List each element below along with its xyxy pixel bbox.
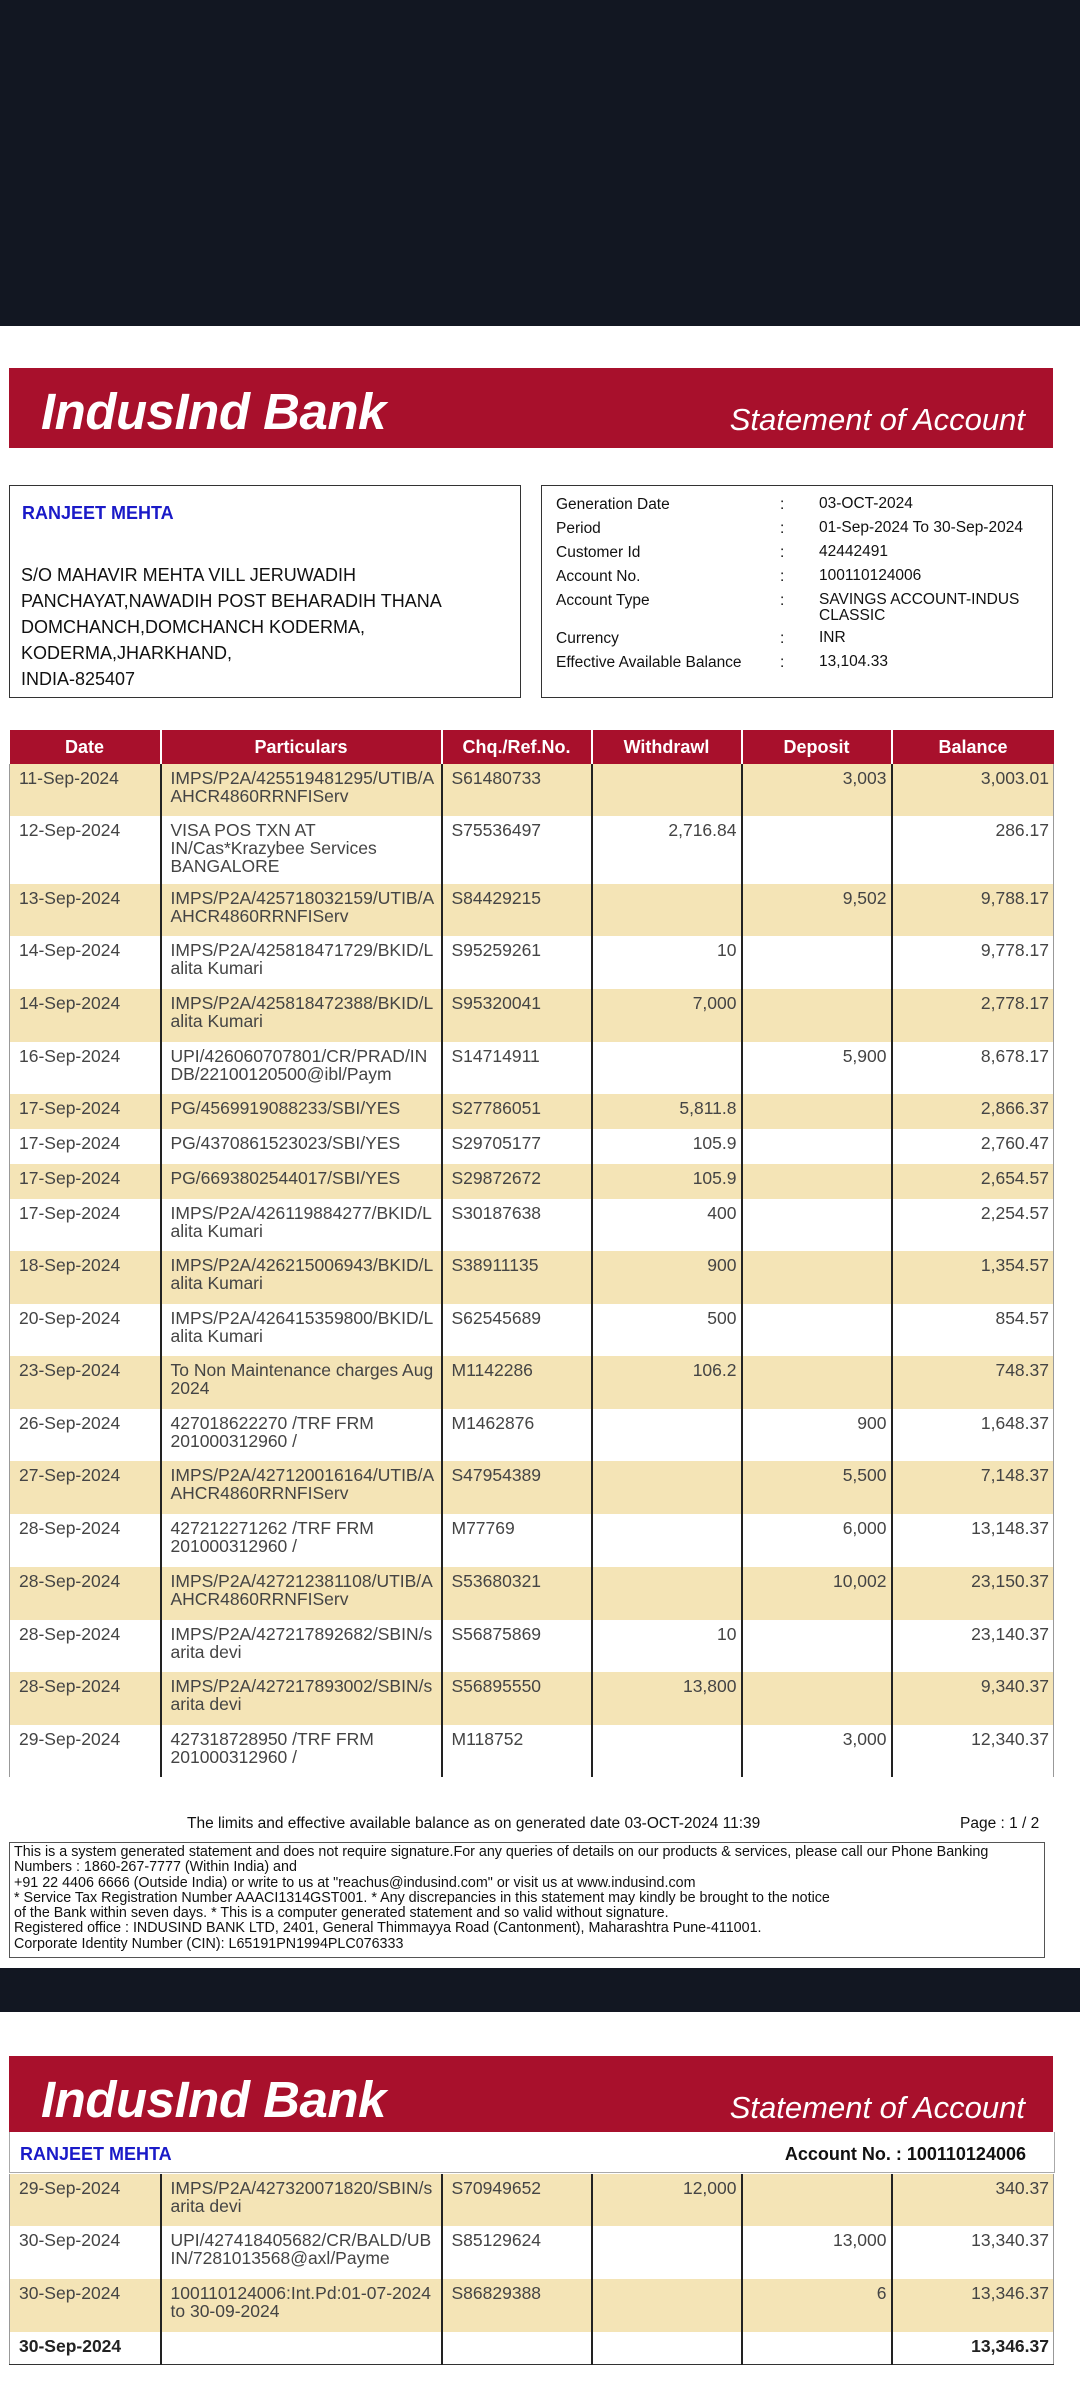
page-number: Page : 1 / 2 [960,1815,1040,1832]
cell-balance: 748.37 [892,1356,1054,1409]
cell-date: 17-Sep-2024 [10,1199,161,1251]
cell-withdrawl [592,1461,742,1514]
cell-date: 11-Sep-2024 [10,764,161,816]
cell-balance: 286.17 [892,816,1054,884]
cell-date: 20-Sep-2024 [10,1304,161,1356]
cell-ref: S62545689 [442,1304,592,1356]
cell-date: 29-Sep-2024 [10,2174,161,2226]
cell-ref: S86829388 [442,2279,592,2332]
cell-deposit: 6 [742,2279,892,2332]
table-row [10,1409,1054,1461]
cell-ref: M77769 [442,1514,592,1567]
page2-account-no: Account No. : 100110124006 [784,2144,1026,2164]
table-row [10,1164,1054,1199]
cell-ref: S38911135 [442,1251,592,1304]
cell-balance: 854.57 [892,1304,1054,1356]
cell-particulars: 427212271262 /TRF FRM 201000312960 / [161,1514,442,1567]
table-row [10,1514,1054,1567]
cell-deposit [742,989,892,1042]
cell-particulars: VISA POS TXN AT IN/Cas*Krazybee Services BANGALORE [161,816,442,884]
empty-cell [161,2332,442,2364]
cell-ref: S95259261 [442,936,592,989]
statement-title: Statement of Account [729,402,1025,437]
table-row [10,989,1054,1042]
closing-balance-row [10,2332,1054,2364]
address-line: S/O MAHAVIR MEHTA VILL JERUWADIH [21,565,357,585]
empty-cell [592,2332,742,2364]
cell-date: 27-Sep-2024 [10,1461,161,1514]
cell-balance: 13,346.37 [892,2279,1054,2332]
cell-particulars: IMPS/P2A/427217892682/SBIN/s arita devi [161,1620,442,1672]
table-row [10,1129,1054,1164]
table-row [10,1304,1054,1356]
cell-balance: 1,648.37 [892,1409,1054,1461]
statement-title: Statement of Account [729,2090,1025,2125]
cell-particulars: IMPS/P2A/426215006943/BKID/L alita Kumari [161,1251,442,1304]
cell-particulars: IMPS/P2A/427320071820/SBIN/s arita devi [161,2174,442,2226]
cell-ref: S29705177 [442,1129,592,1164]
cell-deposit: 5,500 [742,1461,892,1514]
table-row [10,1567,1054,1620]
cell-deposit [742,816,892,884]
cell-ref: S70949652 [442,2174,592,2226]
address-line: KODERMA,JHARKHAND, [21,643,233,663]
cell-deposit: 5,900 [742,1042,892,1094]
cell-particulars: 427018622270 /TRF FRM 201000312960 / [161,1409,442,1461]
table-row [10,1620,1054,1672]
col-header-deposit: Deposit [742,730,892,764]
col-header-date: Date [10,730,161,764]
cell-particulars: IMPS/P2A/425519481295/UTIB/A AHCR4860RRNFIServ [161,764,442,816]
limits-note: The limits and effective available balance as on generated date 03-OCT-2024 11:39 [187,1815,761,1832]
table-row [10,884,1054,936]
table-row [10,1199,1054,1251]
cell-date: 23-Sep-2024 [10,1356,161,1409]
cell-date: 29-Sep-2024 [10,1725,161,1777]
closing-date: 30-Sep-2024 [10,2332,161,2364]
cell-ref: M1142286 [442,1356,592,1409]
cell-date: 14-Sep-2024 [10,989,161,1042]
cell-deposit: 10,002 [742,1567,892,1620]
cell-ref: M1462876 [442,1409,592,1461]
cell-ref: S61480733 [442,764,592,816]
cell-withdrawl: 105.9 [592,1129,742,1164]
cell-withdrawl: 2,716.84 [592,816,742,884]
table-row [10,2279,1054,2332]
table-header-row [10,730,1054,764]
cell-withdrawl: 13,800 [592,1672,742,1725]
table-row [10,1725,1054,1777]
page2-customer-name: RANJEET MEHTA [20,2144,172,2164]
customer-address-box [9,485,521,698]
cell-deposit [742,1620,892,1672]
cell-deposit [742,1094,892,1129]
table-row [10,764,1054,816]
cell-withdrawl: 106.2 [592,1356,742,1409]
cell-withdrawl [592,1514,742,1567]
cell-withdrawl: 10 [592,1620,742,1672]
top-dark-area [0,0,1080,326]
cell-balance: 1,354.57 [892,1251,1054,1304]
address-line: INDIA-825407 [21,669,136,689]
table-row [10,1251,1054,1304]
customer-address [21,562,442,692]
cell-balance: 7,148.37 [892,1461,1054,1514]
cell-ref: S53680321 [442,1567,592,1620]
col-header-withdrawl: Withdrawl [592,730,742,764]
cell-balance: 2,654.57 [892,1164,1054,1199]
cell-withdrawl: 10 [592,936,742,989]
cell-particulars: IMPS/P2A/426119884277/BKID/L alita Kumari [161,1199,442,1251]
cell-date: 17-Sep-2024 [10,1094,161,1129]
page1-banner [9,368,1053,448]
cell-date: 28-Sep-2024 [10,1567,161,1620]
cell-date: 16-Sep-2024 [10,1042,161,1094]
address-line: DOMCHANCH,DOMCHANCH KODERMA, [21,617,366,637]
cell-deposit [742,1164,892,1199]
cell-particulars: IMPS/P2A/425818472388/BKID/L alita Kumari [161,989,442,1042]
cell-date: 14-Sep-2024 [10,936,161,989]
cell-ref: S30187638 [442,1199,592,1251]
table-row [10,1356,1054,1409]
cell-balance: 9,340.37 [892,1672,1054,1725]
cell-particulars: IMPS/P2A/427217893002/SBIN/s arita devi [161,1672,442,1725]
cell-balance: 9,788.17 [892,884,1054,936]
cell-withdrawl [592,884,742,936]
cell-deposit [742,1251,892,1304]
cell-particulars: IMPS/P2A/426415359800/BKID/L alita Kumari [161,1304,442,1356]
cell-withdrawl: 105.9 [592,1164,742,1199]
cell-balance: 8,678.17 [892,1042,1054,1094]
cell-ref: S56875869 [442,1620,592,1672]
cell-particulars: PG/6693802544017/SBI/YES [161,1164,442,1199]
page-separator [0,1968,1080,2012]
table-row [10,1461,1054,1514]
cell-balance: 2,254.57 [892,1199,1054,1251]
cell-particulars: UPI/427418405682/CR/BALD/UB IN/7281013568@axl/Payme [161,2226,442,2279]
cell-date: 13-Sep-2024 [10,884,161,936]
cell-deposit: 3,003 [742,764,892,816]
cell-withdrawl [592,1725,742,1777]
col-header-ref: Chq./Ref.No. [442,730,592,764]
cell-withdrawl [592,1567,742,1620]
cell-balance: 340.37 [892,2174,1054,2226]
cell-particulars: 100110124006:Int.Pd:01-07-2024 to 30-09-2024 [161,2279,442,2332]
empty-cell [742,2332,892,2364]
cell-deposit [742,1304,892,1356]
cell-deposit [742,2174,892,2226]
cell-date: 28-Sep-2024 [10,1514,161,1567]
cell-date: 26-Sep-2024 [10,1409,161,1461]
table-row [10,1042,1054,1094]
cell-date: 28-Sep-2024 [10,1672,161,1725]
col-header-balance: Balance [892,730,1054,764]
cell-particulars: 427318728950 /TRF FRM 201000312960 / [161,1725,442,1777]
cell-balance: 2,760.47 [892,1129,1054,1164]
cell-withdrawl: 7,000 [592,989,742,1042]
cell-balance: 12,340.37 [892,1725,1054,1777]
cell-deposit [742,1129,892,1164]
cell-deposit [742,1199,892,1251]
cell-deposit: 9,502 [742,884,892,936]
cell-balance: 2,866.37 [892,1094,1054,1129]
cell-withdrawl: 500 [592,1304,742,1356]
page2-banner [9,2056,1053,2136]
cell-ref: S56895550 [442,1672,592,1725]
bank-logo-text: IndusInd Bank [41,383,386,440]
cell-balance: 23,140.37 [892,1620,1054,1672]
cell-deposit: 6,000 [742,1514,892,1567]
cell-ref: M118752 [442,1725,592,1777]
table-row [10,936,1054,989]
cell-deposit: 13,000 [742,2226,892,2279]
cell-withdrawl [592,2226,742,2279]
empty-cell [442,2332,592,2364]
cell-withdrawl: 5,811.8 [592,1094,742,1129]
transactions-table-page2 [9,2174,1054,2365]
table-row [10,2226,1054,2279]
cell-date: 30-Sep-2024 [10,2279,161,2332]
cell-withdrawl [592,1409,742,1461]
cell-ref: S14714911 [442,1042,592,1094]
col-header-particulars: Particulars [161,730,442,764]
cell-withdrawl: 12,000 [592,2174,742,2226]
cell-date: 17-Sep-2024 [10,1129,161,1164]
cell-deposit [742,1356,892,1409]
cell-deposit: 900 [742,1409,892,1461]
cell-withdrawl [592,764,742,816]
cell-balance: 3,003.01 [892,764,1054,816]
cell-date: 18-Sep-2024 [10,1251,161,1304]
cell-ref: S95320041 [442,989,592,1042]
table-row [10,1672,1054,1725]
cell-particulars: To Non Maintenance charges Aug 2024 [161,1356,442,1409]
table-row [10,1094,1054,1129]
cell-ref: S29872672 [442,1164,592,1199]
bank-logo-text: IndusInd Bank [41,2071,386,2128]
cell-particulars: IMPS/P2A/427212381108/UTIB/A AHCR4860RRNFIServ [161,1567,442,1620]
cell-ref: S75536497 [442,816,592,884]
cell-ref: S84429215 [442,884,592,936]
cell-balance: 23,150.37 [892,1567,1054,1620]
customer-name: RANJEET MEHTA [22,503,174,523]
cell-withdrawl: 900 [592,1251,742,1304]
table-row [10,816,1054,884]
cell-deposit [742,936,892,989]
disclaimer-box: This is a system generated statement and does not require signature.For any queries of details on our products & services, please call our Phone Banking Numbers : 1860-267-7777 (Within India) and +91 22 4406 6666 (Outside India) or write to us at "reachus@indusind.com" or visit us at www.indusind.com * Service Tax Registration Number AAACI1314GST001. * Any discrepancies in this statement may kindly be brought to the notice of the Bank within seven days. * This is a computer generated statement and so valid without signature. Registered office : INDUSIND BANK LTD, 2401, General Thimmayya Road (Cantonment), Maharashtra Pune-411001. Corporate Identity Number (CIN): L65191PN1994PLC076333 [9,1842,1045,1958]
cell-particulars: UPI/426060707801/CR/PRAD/IN DB/22100120500@ibl/Paym [161,1042,442,1094]
closing-balance: 13,346.37 [892,2332,1054,2364]
cell-withdrawl [592,2279,742,2332]
cell-particulars: IMPS/P2A/427120016164/UTIB/A AHCR4860RRNFIServ [161,1461,442,1514]
account-info-box: Generation Date : 03-OCT-2024 Period : 01-Sep-2024 To 30-Sep-2024 Customer Id : 42442491 Account No. : 100110124006 Account Type : SAVINGS ACCOUNT-INDUS CLASSIC Currency : INR Effective Available Balance : 13,104.33 [541,485,1053,698]
cell-balance: 9,778.17 [892,936,1054,989]
cell-deposit [742,1672,892,1725]
cell-balance: 13,340.37 [892,2226,1054,2279]
cell-withdrawl: 400 [592,1199,742,1251]
cell-date: 12-Sep-2024 [10,816,161,884]
page2-header [9,2132,1055,2173]
table-row [10,2174,1054,2226]
cell-ref: S85129624 [442,2226,592,2279]
cell-ref: S27786051 [442,1094,592,1129]
cell-date: 17-Sep-2024 [10,1164,161,1199]
cell-date: 30-Sep-2024 [10,2226,161,2279]
cell-particulars: IMPS/P2A/425718032159/UTIB/A AHCR4860RRNFIServ [161,884,442,936]
address-line: PANCHAYAT,NAWADIH POST BEHARADIH THANA [21,591,442,611]
cell-withdrawl [592,1042,742,1094]
cell-balance: 2,778.17 [892,989,1054,1042]
cell-balance: 13,148.37 [892,1514,1054,1567]
cell-particulars: PG/4569919088233/SBI/YES [161,1094,442,1129]
cell-particulars: PG/4370861523023/SBI/YES [161,1129,442,1164]
cell-date: 28-Sep-2024 [10,1620,161,1672]
cell-deposit: 3,000 [742,1725,892,1777]
cell-particulars: IMPS/P2A/425818471729/BKID/L alita Kumari [161,936,442,989]
cell-ref: S47954389 [442,1461,592,1514]
transactions-table [9,730,1054,1777]
